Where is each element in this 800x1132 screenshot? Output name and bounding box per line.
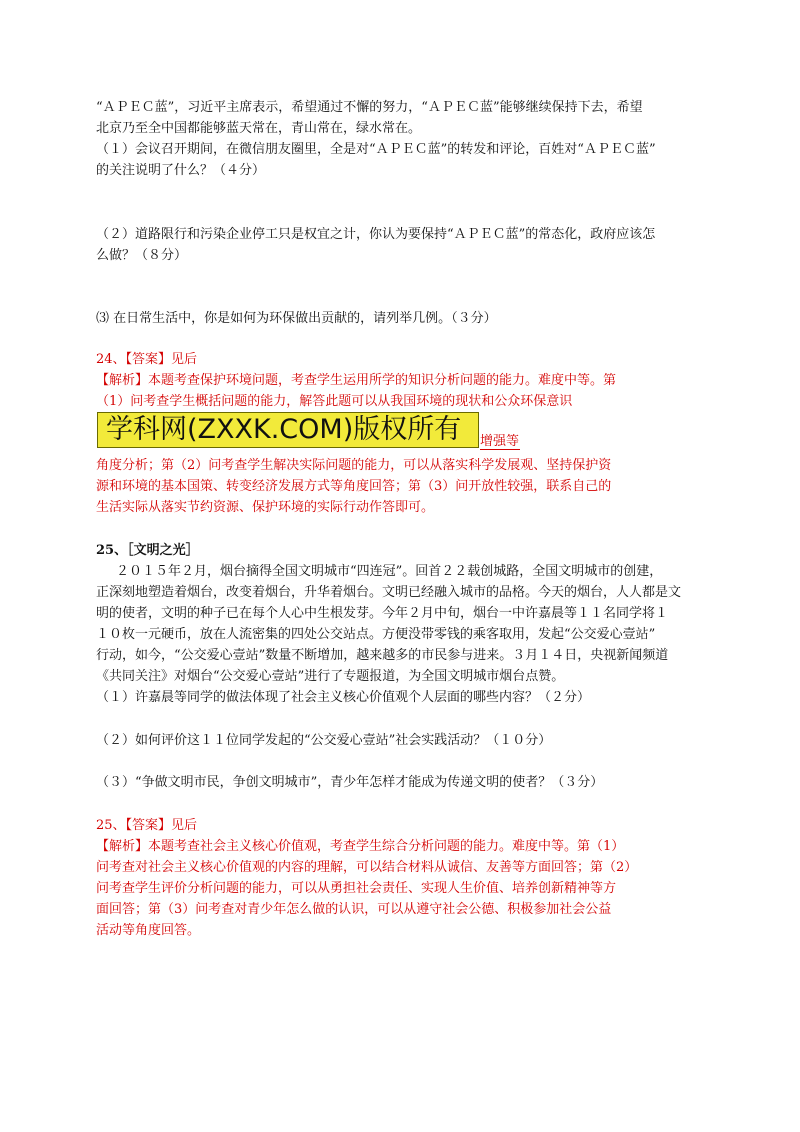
q25-title: 25、［文明之光］: [96, 543, 199, 558]
q24-intro-line-2: 北京乃至全中国都能够蓝天常在，青山常在，绿水常在。: [96, 121, 422, 136]
q24-question-3: ⑶ 在日常生活中，你是如何为环保做出贡献的，请列举几例。（３分）: [96, 311, 497, 326]
q24-intro-line-1: “ＡＰＥＣ蓝”，习近平主席表示，希望通过不懈的努力，“ＡＰＥＣ蓝”能够继续保持下去，希望: [96, 100, 643, 115]
underline-divider: [480, 449, 520, 450]
q25-passage-line-4: １０枚一元硬币，放在人流密集的四处公交站点。方便没带零钱的乘客取用，发起“公交爱心壹站”: [96, 627, 656, 642]
q25-passage-line-2: 正深刻地塑造着烟台，改变着烟台，升华着烟台。文明已经融入城市的品格。今天的烟台，人人都是文: [96, 585, 682, 600]
q25-analysis-line-2: 问考查对社会主义核心价值观的内容的理解，可以结合材料从诚信、友善等方面回答；第（2）: [96, 860, 638, 875]
q25-question-2: （２）如何评价这１１位同学发起的“公交爱心壹站”社会实践活动？（１０分）: [96, 733, 552, 748]
q24-question-2-line-2: 么做？（８分）: [96, 248, 188, 263]
q25-analysis-line-5: 活动等角度回答。: [96, 923, 201, 938]
q25-analysis-line-3: 问考查学生评价分析问题的能力，可以从勇担社会责任、实现人生价值、培养创新精神等方: [96, 881, 617, 896]
q25-question-3: （３）“争做文明市民，争创文明城市”，青少年怎样才能成为传递文明的使者？（３分）: [96, 775, 604, 790]
q24-analysis-line-3: 角度分析；第（2）问考查学生解决实际问题的能力，可以从落实科学发展观、坚持保护资: [96, 458, 612, 473]
q25-analysis-line-4: 面回答；第（3）问考查对青少年怎么做的认识，可以从遵守社会公德、积极参加社会公益: [96, 902, 612, 917]
q25-question-1: （１）许嘉晨等同学的做法体现了社会主义核心价值观个人层面的哪些内容？（２分）: [96, 690, 591, 705]
q25-passage-line-6: 《共同关注》对烟台“公交爱心壹站”进行了专题报道，为全国文明城市烟台点赞。: [96, 669, 565, 684]
q25-passage-line-1: ２０１５年２月，烟台摘得全国文明城市“四连冠”。回首２２载创城路，全国文明城市的创建，: [116, 564, 663, 579]
q25-analysis-line-1: 【解析】本题考查社会主义核心价值观，考查学生综合分析问题的能力。难度中等。第（1）: [96, 839, 625, 854]
watermark-text: 学科网(ZXXK.COM)版权所有: [106, 414, 462, 445]
q24-analysis-line-5: 生活实际从落实节约资源、保护环境的实际行动作答即可。: [96, 500, 435, 515]
q25-passage-line-3: 明的使者，文明的种子已在每个人心中生根发芽。今年２月中旬，烟台一中许嘉晨等１１名同学将１: [96, 606, 669, 621]
q25-answer: 25、【答案】见后: [96, 818, 198, 833]
q24-analysis-line-2: （1）问考查学生概括问题的能力，解答此题可以从我国环境的现状和公众环保意识: [96, 394, 573, 409]
copyright-watermark: [97, 412, 479, 448]
q24-question-2-line-1: （２）道路限行和污染企业停工只是权宜之计，你认为要保持“ＡＰＥＣ蓝”的常态化，政府应该怎: [96, 227, 656, 242]
q24-analysis-line-4: 源和环境的基本国策、转变经济发展方式等角度回答；第（3）问开放性较强，联系自己的: [96, 479, 612, 494]
q24-analysis-line-2-tail: 增强等: [480, 434, 520, 449]
q25-passage-line-5: 行动，如今，“公交爱心壹站”数量不断增加，越来越多的市民参与进来。３月１４日，央视新闻频道: [96, 648, 669, 663]
q24-answer: 24、【答案】见后: [96, 352, 198, 367]
q24-question-1-line-2: 的关注说明了什么？（４分）: [96, 163, 266, 178]
q24-analysis-line-1: 【解析】本题考查保护环境问题，考查学生运用所学的知识分析问题的能力。难度中等。第: [96, 373, 617, 388]
q24-question-1-line-1: （１）会议召开期间，在微信朋友圈里，全是对“ＡＰＥＣ蓝”的转发和评论，百姓对“ＡＰＥＣ蓝”: [96, 142, 656, 157]
